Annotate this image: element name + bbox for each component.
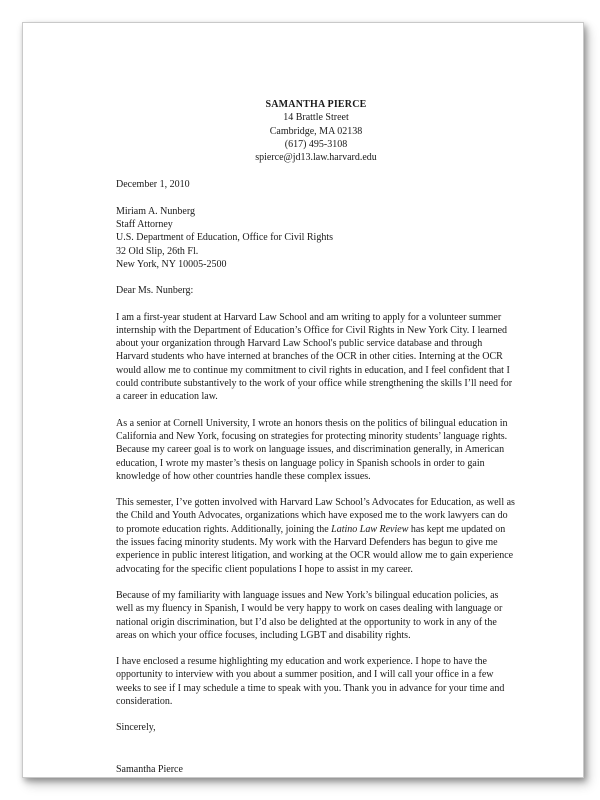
paragraph-intro: I am a first-year student at Harvard Law School and am writing to apply for a volunteer summer internship with the Department of Education’s Office for Civil Rights in New York City. I learned about your organization through Harvard Law School's public service database and through Harvard students who have interned at branches of the OCR in other cities. Interning at the OCR would allow me to continue my commitment to civil rights in education, and I feel confident that I could contribute substantively to the work of your office while strengthening the skills I’ll need for a career in education law. [116, 311, 513, 403]
signature-name: Samantha Pierce [116, 763, 183, 775]
letterhead [116, 98, 516, 164]
paragraph-activities-part-1: This semester, I’ve gotten involved with Harvard Law School’s Advocates for Education, as well as the Child and Youth Advocates, organizations which have exposed me to the work lawyers can do to promote education rights. Additionally, joining the [116, 497, 515, 535]
letter-date: December 1, 2010 [116, 179, 190, 191]
paragraph-interests: Because of my familiarity with language issues and New York’s bilingual education policies, as well as my fluency in Spanish, I would be very happy to work on cases dealing with language or national origin discrimination, but I’d also be delighted at the opportunity to work in any of the areas on which your office focuses, including LGBT and disability rights. [116, 589, 503, 641]
sender-city: Cambridge, MA 02138 [269, 125, 363, 137]
paragraph-activities [116, 496, 516, 576]
recipient-title: Staff Attorney [116, 219, 173, 231]
closing: Sincerely, [116, 722, 156, 734]
recipient-block [116, 205, 516, 271]
sender-phone: (617) 495-3108 [284, 138, 348, 150]
recipient-organization: U.S. Department of Education, Office for Civil Rights [116, 232, 333, 244]
recipient-address-line-1: 32 Old Slip, 26th Fl. [116, 245, 199, 257]
sender-email: spierce@jd13.law.harvard.edu [255, 152, 377, 164]
letter-page [22, 22, 584, 778]
sender-name: SAMANTHA PIERCE [265, 99, 367, 110]
paragraph-education: As a senior at Cornell University, I wrote an honors thesis on the politics of bilingual education in California and New York, focusing on strategies for protecting minority students’ language rights. Because my career goal is to work on language issues, and discrimination generally, in American education, I wrote my master’s thesis on language policy in Spanish schools in order to gain knowledge of how other countries handle these complex issues. [116, 417, 508, 482]
recipient-address-line-2: New York, NY 10005-2500 [116, 258, 227, 270]
cover-letter [116, 98, 516, 776]
recipient-name: Miriam A. Nunberg [116, 205, 195, 217]
paragraph-closing: I have enclosed a resume highlighting my education and work experience. I hope to have the opportunity to interview with you about a summer position, and I will call your office in a few weeks to see if I may schedule a time to speak with you. Thank you in advance for your time and consideration. [116, 656, 505, 707]
journal-title: Latino Law Review [331, 523, 409, 535]
paragraph-activities-part-2: has kept me updated on the issues facing minority students. My work with the Harvard Defenders has begun to give me experience in public interest litigation, and working at the OCR would allow me to gain experience advocating for the specific client populations I hope to assist in my career. [116, 523, 514, 575]
salutation: Dear Ms. Nunberg: [116, 285, 194, 297]
sender-street: 14 Brattle Street [283, 112, 349, 124]
